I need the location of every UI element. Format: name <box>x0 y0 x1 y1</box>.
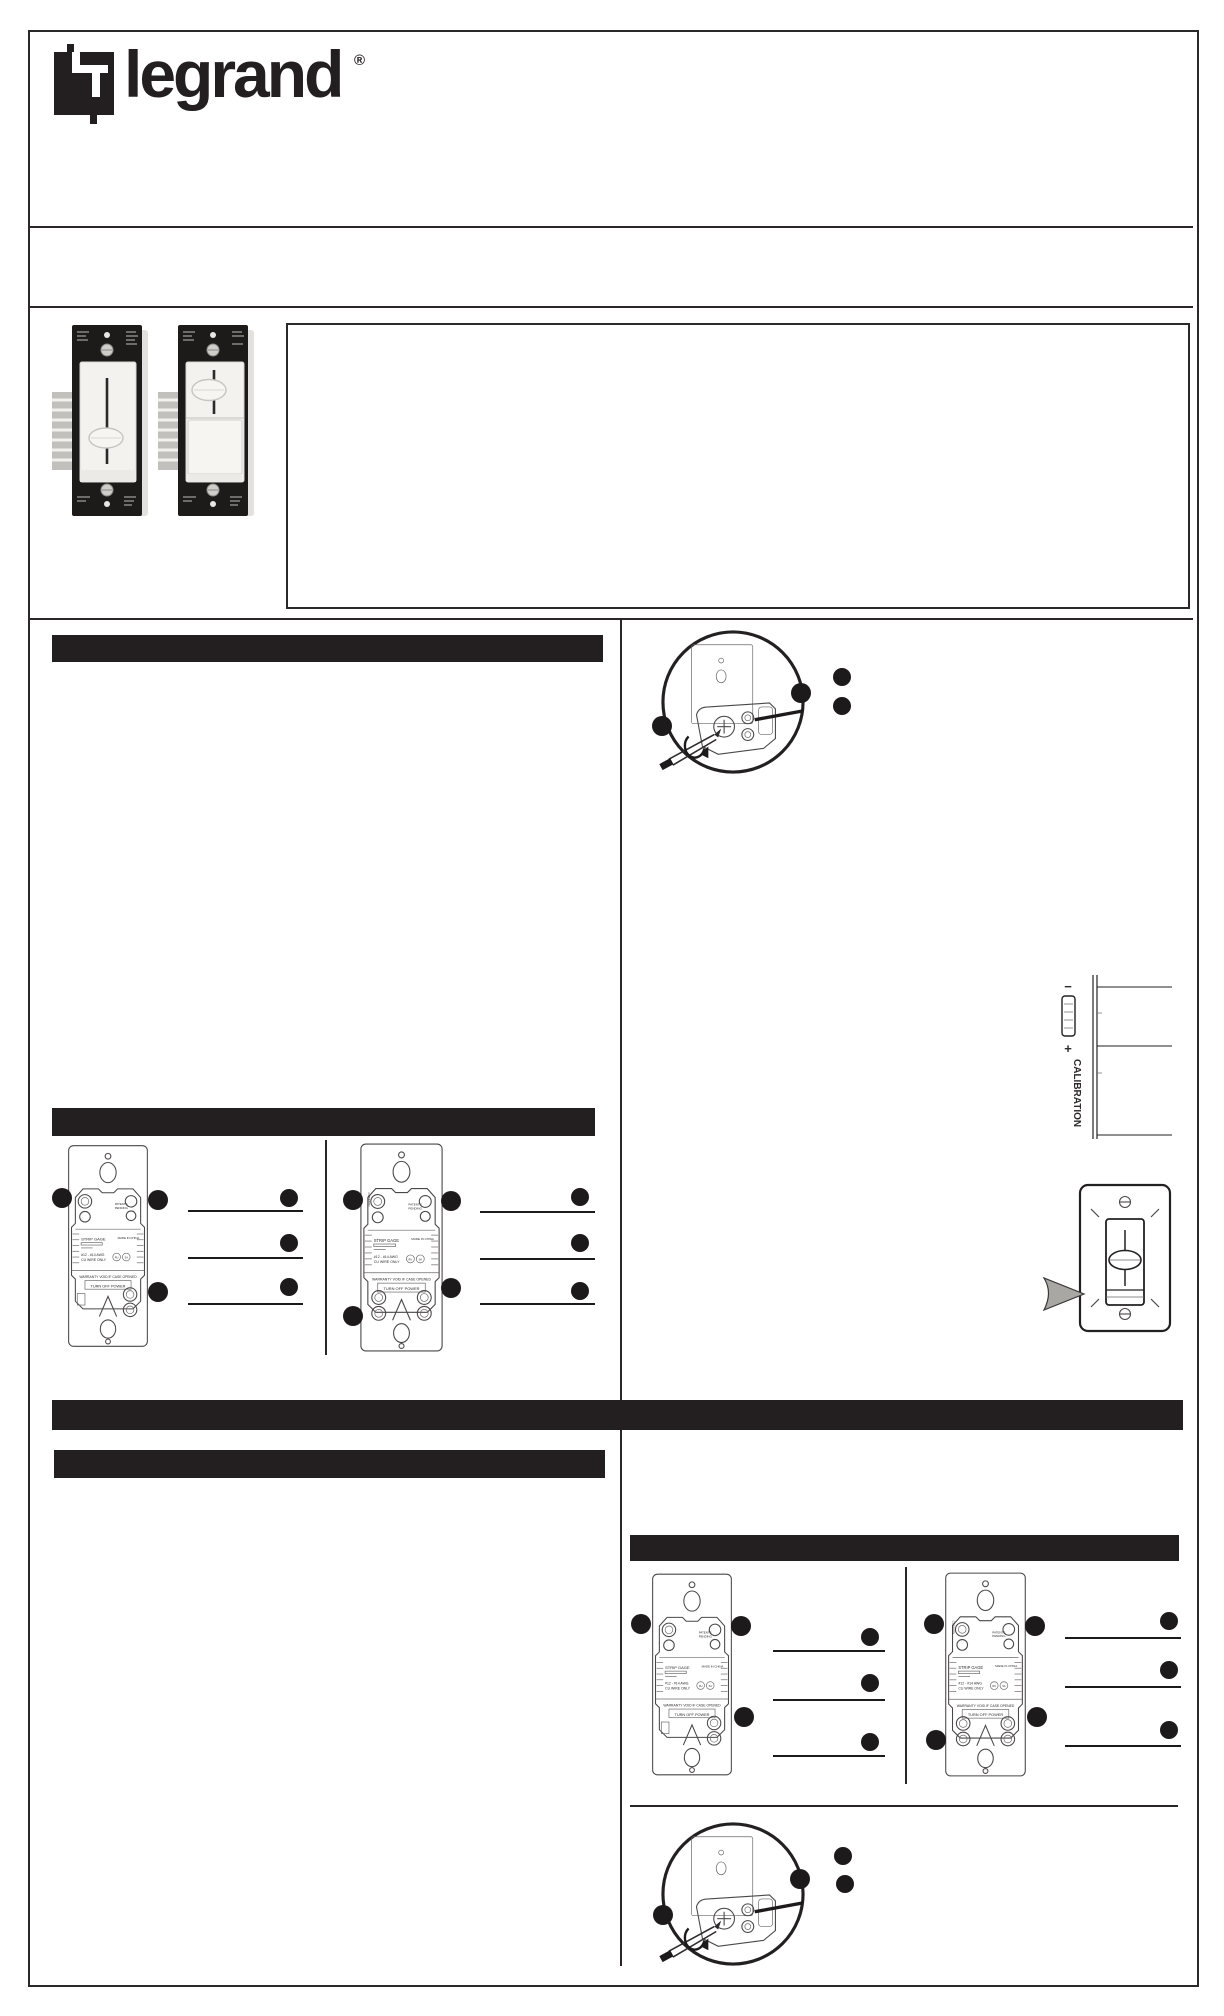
callout-dot <box>924 1614 944 1634</box>
callout-dot <box>148 1190 168 1210</box>
registered-mark: ® <box>354 52 366 69</box>
label-blank-line <box>773 1755 885 1757</box>
arrow-pointer-icon <box>1044 1278 1084 1310</box>
wiring-diagram-three-way <box>352 1140 451 1355</box>
product-photo-preset-dimmer <box>150 320 256 522</box>
callout-dot <box>731 1616 751 1636</box>
calibration-minus-label: − <box>1064 979 1072 994</box>
callout-dot <box>926 1730 946 1750</box>
step-bullet-dot <box>1160 1721 1178 1739</box>
mounting-hole <box>210 501 216 507</box>
wiring-diagram-three-way <box>937 1568 1034 1781</box>
step-bullet-dot <box>280 1189 298 1207</box>
step-bullet-dot <box>1160 1612 1178 1630</box>
terminal-closeup-figure <box>659 628 807 776</box>
step-bullet-dot <box>280 1278 298 1296</box>
label-blank-line <box>188 1210 303 1212</box>
callout-dot <box>1025 1616 1045 1636</box>
step-bullet-dot <box>1160 1661 1178 1679</box>
label-blank-line <box>1065 1637 1181 1639</box>
callout-dot <box>790 1869 810 1889</box>
callout-dot <box>52 1188 72 1208</box>
logo-wordmark: legrand <box>124 37 342 111</box>
callout-dot <box>343 1306 363 1326</box>
section-header-bar-right <box>630 1535 1179 1561</box>
section-header-bar-1 <box>52 635 603 662</box>
calibration-slider <box>1062 996 1075 1036</box>
legrand-logo-mark-icon <box>54 44 116 124</box>
mounting-hole <box>210 332 216 338</box>
section-header-bar-2 <box>52 1108 595 1136</box>
notes-box <box>286 323 1190 609</box>
step-bullet-dot <box>833 697 851 715</box>
header-divider-rule <box>30 226 1193 228</box>
dimmer-wallplate-figure <box>1038 1182 1173 1334</box>
step-bullet-dot <box>861 1733 879 1751</box>
step-bullet-dot <box>833 668 851 686</box>
diagram-pair-divider <box>905 1567 907 1784</box>
callout-dot <box>343 1190 363 1210</box>
label-blank-line <box>773 1699 885 1701</box>
section-divider-rule <box>30 618 1193 620</box>
label-blank-line <box>773 1650 885 1652</box>
callout-dot <box>1027 1707 1047 1727</box>
step-bullet-dot <box>571 1282 589 1300</box>
callout-dot <box>441 1278 461 1298</box>
column-divider <box>620 618 622 1966</box>
right-column-rule <box>630 1805 1178 1807</box>
label-blank-line <box>1065 1686 1181 1688</box>
wiring-diagram-single-pole <box>644 1568 740 1781</box>
section-header-bar-full-width <box>52 1400 1183 1430</box>
calibration-label: CALIBRATION <box>1071 1059 1082 1128</box>
step-bullet-dot <box>836 1875 854 1893</box>
step-bullet-dot <box>834 1847 852 1865</box>
wiring-diagram-single-pole <box>60 1139 156 1353</box>
label-blank-line <box>480 1303 595 1305</box>
label-blank-line <box>1065 1745 1181 1747</box>
mounting-hole <box>104 501 110 507</box>
callout-dot <box>653 1905 673 1925</box>
calibration-figure <box>1050 973 1180 1145</box>
callout-dot <box>148 1282 168 1302</box>
title-divider-rule <box>30 306 1193 308</box>
diagram-pair-divider <box>325 1140 327 1355</box>
step-bullet-dot <box>571 1188 589 1206</box>
product-photo-slide-dimmer <box>44 320 150 522</box>
section-header-bar-3 <box>54 1450 605 1478</box>
callout-dot <box>441 1191 461 1211</box>
label-blank-line <box>480 1258 595 1260</box>
callout-dot <box>652 716 672 736</box>
step-bullet-dot <box>861 1674 879 1692</box>
terminal-closeup-figure <box>659 1819 807 1969</box>
label-blank-line <box>480 1211 595 1213</box>
callout-dot <box>791 683 811 703</box>
label-blank-line <box>188 1303 303 1305</box>
rocker-switch <box>188 420 242 474</box>
callout-dot <box>734 1707 754 1727</box>
step-bullet-dot <box>861 1628 879 1646</box>
step-bullet-dot <box>280 1234 298 1252</box>
callout-dot <box>631 1614 651 1634</box>
mounting-hole <box>104 332 110 338</box>
calibration-plus-label: + <box>1064 1041 1072 1056</box>
label-blank-line <box>188 1257 303 1259</box>
step-bullet-dot <box>571 1234 589 1252</box>
